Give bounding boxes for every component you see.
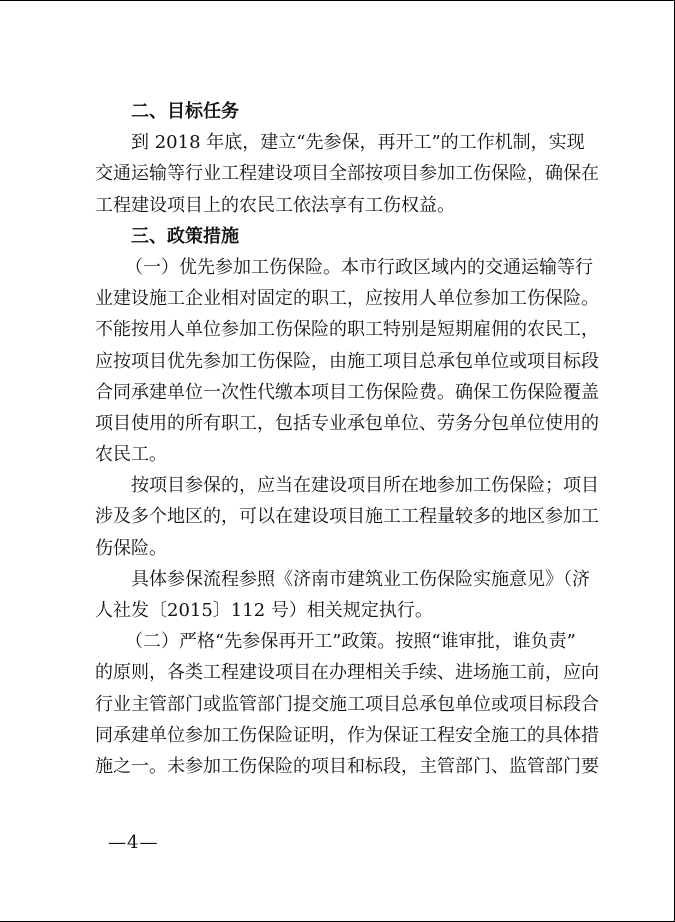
paragraph-line: 到 2018 年底，建立“先参保，再开工”的工作机制，实现	[131, 132, 585, 154]
paragraph-line: 伤保险。	[95, 537, 167, 559]
paragraph-line: 涉及多个地区的，可以在建设项目施工工程量较多的地区参加工	[95, 506, 599, 528]
paragraph-line: （二）严格“先参保再开工”政策。按照“谁审批，谁负责”	[125, 631, 576, 653]
paragraph-line: 业建设施工企业相对固定的职工，应按用人单位参加工伤保险。	[95, 288, 599, 310]
paragraph-line: 行业主管部门或监管部门提交施工项目总承包单位或项目标段合	[95, 693, 599, 715]
page-number: —4—	[108, 832, 159, 853]
paragraph-line: 人社发〔2015〕112 号）相关规定执行。	[95, 600, 433, 621]
paragraph-line: 农民工。	[95, 444, 167, 466]
paragraph-line: 按项目参保的，应当在建设项目所在地参加工伤保险；项目	[131, 475, 599, 497]
paragraph-line: （一）优先参加工伤保险。本市行政区域内的交通运输等行	[125, 256, 593, 278]
paragraph-line: 交通运输等行业工程建设项目全部按项目参加工伤保险，确保在	[95, 163, 599, 185]
paragraph-line: 工程建设项目上的农民工依法享有工伤权益。	[95, 194, 455, 216]
document-body	[95, 96, 599, 782]
paragraph-line: 具体参保流程参照《济南市建筑业工伤保险实施意见》（济	[131, 568, 590, 590]
paragraph-line: 施之一。未参加工伤保险的项目和标段，主管部门、监管部门要	[95, 755, 599, 777]
section-heading-goals: 二、目标任务	[131, 101, 239, 122]
paragraph-line: 项目使用的所有职工，包括专业承包单位、劳务分包单位使用的	[95, 412, 599, 434]
section-heading-measures: 三、政策措施	[131, 225, 239, 247]
paragraph-line: 同承建单位参加工伤保险证明，作为保证工程安全施工的具体措	[95, 724, 599, 746]
paragraph-line: 的原则，各类工程建设项目在办理相关手续、进场施工前，应向	[95, 662, 599, 684]
paragraph-line: 不能按用人单位参加工伤保险的职工特别是短期雇佣的农民工，	[95, 319, 599, 341]
paragraph-line: 应按项目优先参加工伤保险，由施工项目总承包单位或项目标段	[95, 350, 599, 372]
paragraph-line: 合同承建单位一次性代缴本项目工伤保险费。确保工伤保险覆盖	[95, 381, 599, 403]
